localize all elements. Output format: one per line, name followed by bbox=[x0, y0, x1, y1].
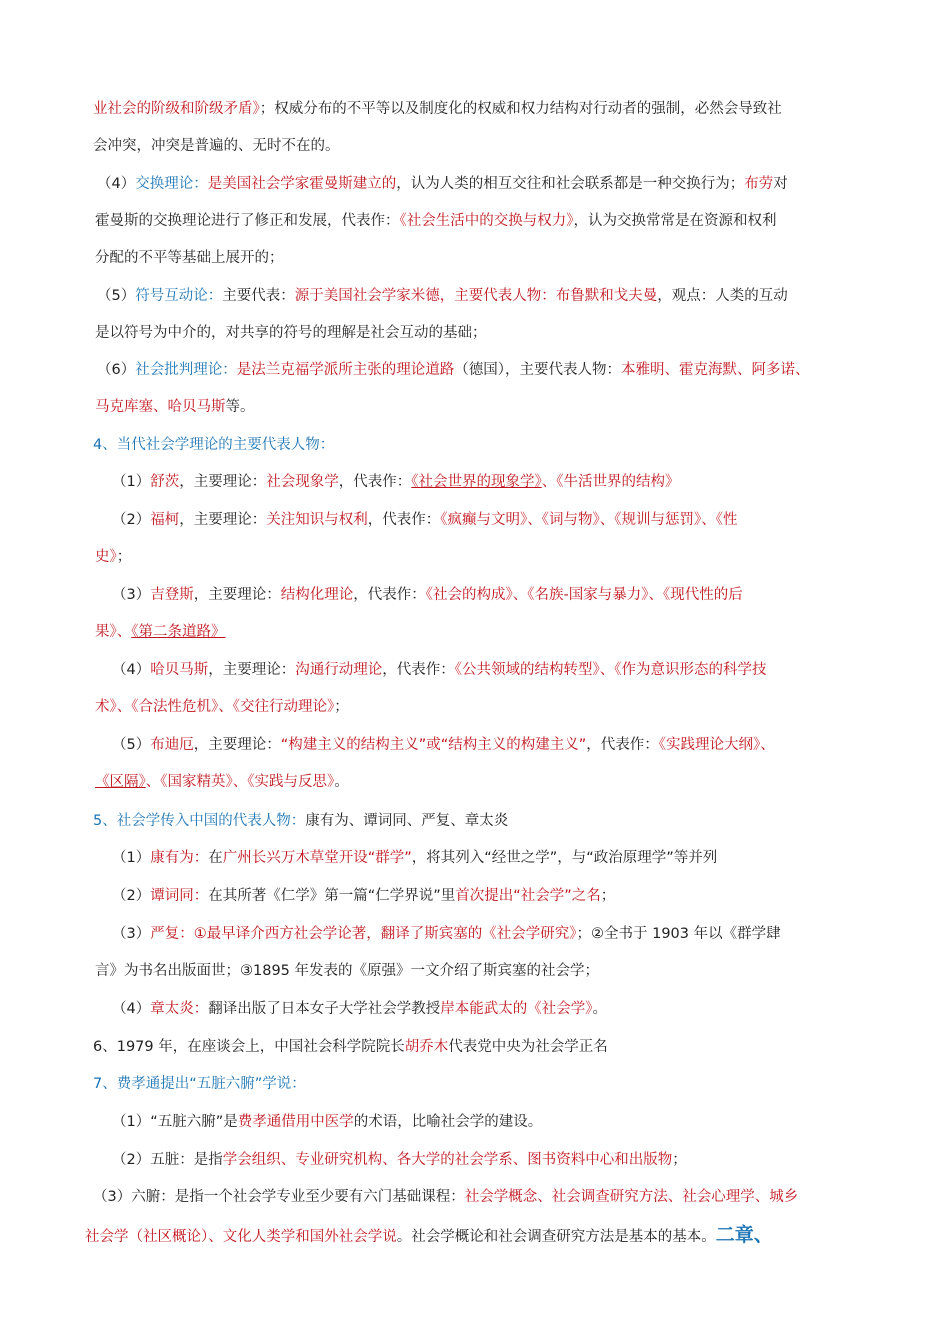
book-title: 果》、 bbox=[95, 624, 132, 640]
person-name: 谭词同： bbox=[150, 888, 209, 904]
highlight-text: 是美国社会学家霍曼斯建立的 bbox=[207, 176, 397, 192]
item-number: （1） bbox=[112, 850, 151, 866]
book-title: 、《国家精英》、《实践与反思》 bbox=[145, 774, 335, 790]
book-title: 《疯癫与文明》、《词与物》、《规训与惩罚》、《性 bbox=[440, 512, 738, 528]
body-text: 代表党中央为社会学正名 bbox=[448, 1039, 608, 1055]
body-text: 是以符号为中介的，对共享的符号的理解是社会互动的基础； bbox=[95, 325, 487, 341]
body-text: ； bbox=[672, 1152, 687, 1168]
person-name: 舒茨 bbox=[150, 474, 180, 490]
body-text: 的术语，比喻社会学的建设。 bbox=[353, 1114, 543, 1130]
highlight-text: 布劳 bbox=[744, 176, 774, 192]
paragraph-line bbox=[95, 697, 349, 717]
item-number: （4） bbox=[97, 176, 136, 192]
section-heading bbox=[93, 1037, 608, 1057]
item-number: （1） bbox=[112, 474, 151, 490]
body-text: ，代表作： bbox=[338, 474, 412, 490]
body-text: 主要代表： bbox=[222, 288, 295, 304]
highlight-text: 学会组织、专业研究机构、各大学的社会学系、图书资料中心和出版物 bbox=[222, 1152, 673, 1168]
body-text: ；②全书于 1903 年以《群学肆 bbox=[576, 926, 781, 942]
heading-text: 7、费孝通提出“五脏六腑”学说： bbox=[93, 1076, 306, 1092]
theory-name: 关注知识与权利 bbox=[266, 512, 368, 528]
book-title-link: 《区隔》 bbox=[95, 774, 146, 790]
item-number: （5） bbox=[97, 288, 136, 304]
body-text: ，代表作： bbox=[353, 587, 426, 603]
body-text: （2）五脏：是指 bbox=[112, 1152, 223, 1168]
body-text: （1）“五脏六腑”是 bbox=[112, 1114, 238, 1130]
theory-name: 社会现象学 bbox=[266, 474, 339, 490]
body-text: ，代表作： bbox=[367, 512, 441, 528]
body-text: （3）六腑：是指一个社会学专业至少要有六门基础课程： bbox=[93, 1189, 465, 1205]
body-text: 会冲突，冲突是普遍的、无时不在的。 bbox=[93, 138, 340, 154]
item-number: （2） bbox=[112, 888, 151, 904]
book-title: 《牛活世界的结构》 bbox=[556, 474, 680, 490]
section-heading bbox=[93, 811, 508, 831]
book-title: 《社会的构成》、《名族-国家与暴力》、《现代性的后 bbox=[425, 587, 743, 603]
item-kang-youwei bbox=[112, 848, 717, 868]
item-five-zang bbox=[112, 1150, 687, 1170]
theory-name: 交换理论： bbox=[135, 176, 208, 192]
item-six-fu bbox=[93, 1187, 798, 1207]
chapter-heading: 二章、 bbox=[715, 1224, 773, 1246]
highlight-text: 本雅明、霍克海默、阿多诺、 bbox=[620, 362, 810, 378]
body-text: 翻译出版了日本女子大学社会学教授 bbox=[208, 1001, 441, 1017]
body-text: 分配的不平等基础上展开的； bbox=[95, 250, 284, 266]
paragraph-line bbox=[95, 622, 226, 642]
book-title-link: 《第二条道路》 bbox=[131, 624, 226, 640]
book-title: 《实践理论大纲》、 bbox=[658, 737, 775, 753]
item-number: （4） bbox=[112, 662, 151, 678]
body-text: 等。 bbox=[225, 399, 255, 415]
item-number: （6） bbox=[97, 362, 136, 378]
separator: 、 bbox=[541, 474, 557, 490]
body-text: 言》为书名出版面世；③1895 年发表的《原强》一文介绍了斯宾塞的社会学； bbox=[95, 963, 600, 979]
person-name: 康有为： bbox=[150, 850, 209, 866]
item-symbolic-interaction bbox=[97, 286, 788, 306]
item-five-organs bbox=[112, 1112, 542, 1132]
person-name: 严复： bbox=[150, 926, 194, 942]
body-text: ，主要理论： bbox=[179, 474, 267, 490]
theory-name: 符号互动论： bbox=[135, 288, 223, 304]
paragraph-line bbox=[95, 772, 349, 792]
body-text: ，认为交换常常是在资源和权利 bbox=[573, 213, 777, 229]
highlight-text: 源于美国社会学家米德，主要代表人物：布鲁默和戈夫曼 bbox=[294, 288, 658, 304]
section-heading bbox=[93, 1074, 306, 1094]
paragraph-line bbox=[95, 323, 487, 343]
body-text: ； bbox=[334, 699, 349, 715]
item-tan-citong bbox=[112, 886, 615, 906]
body-text: 在 bbox=[208, 850, 223, 866]
body-text: ，观点：人类的互动 bbox=[657, 288, 788, 304]
item-exchange-theory bbox=[97, 174, 788, 194]
book-title: 史》 bbox=[95, 549, 117, 565]
body-text: 。社会学概论和社会调查研究方法是基本的基本。 bbox=[396, 1229, 716, 1245]
item-number: （4） bbox=[112, 1001, 151, 1017]
heading-text: 5、社会学传入中国的代表人物： bbox=[93, 813, 306, 829]
item-zhang-taiyan bbox=[112, 999, 607, 1019]
body-text: 康有为、谭词同、严复、章太炎 bbox=[305, 813, 509, 829]
highlight-text: 首次提出“社会学”之名 bbox=[455, 888, 601, 904]
item-bourdieu bbox=[112, 735, 775, 755]
body-text: 。 bbox=[592, 1001, 607, 1017]
highlight-text: 广州长兴万木草堂开设“群学” bbox=[222, 850, 412, 866]
person-name: 哈贝马斯 bbox=[150, 662, 209, 678]
book-title: 术》、《合法性危机》、《交往行动理论》 bbox=[95, 699, 335, 715]
body-text: ，主要理论： bbox=[179, 512, 267, 528]
person-name: 布迪厄 bbox=[150, 737, 194, 753]
item-number: （2） bbox=[112, 512, 151, 528]
highlight-text: 社会学（社区概论）、文化人类学和国外社会学说 bbox=[85, 1229, 397, 1245]
book-title-link: 《社会世界的现象学》 bbox=[411, 474, 542, 490]
body-text: 。 bbox=[334, 774, 349, 790]
theory-name: 结构化理论 bbox=[280, 587, 354, 603]
body-text: ，将其列入“经世之学”，与“政治原理学”等并列 bbox=[411, 850, 718, 866]
body-text: ； bbox=[600, 888, 616, 904]
highlight-text: ①最早译介西方社会学论著，翻译了斯宾塞的《社会学研究》 bbox=[193, 926, 577, 942]
paragraph-line bbox=[93, 99, 782, 119]
item-schutz bbox=[112, 472, 679, 492]
person-name: 吉登斯 bbox=[150, 587, 194, 603]
highlight-text: 是法兰克福学派所主张的理论道路 bbox=[236, 362, 455, 378]
item-yan-fu bbox=[112, 924, 781, 944]
person-name: 福柯 bbox=[150, 512, 180, 528]
item-number: （3） bbox=[112, 926, 151, 942]
body-text: ，主要理论： bbox=[193, 587, 281, 603]
item-number: （3） bbox=[112, 587, 151, 603]
body-text: （德国），主要代表人物： bbox=[454, 362, 621, 378]
body-text: ，认为人类的相互交往和社会联系都是一种交换行为； bbox=[396, 176, 745, 192]
theory-name: 沟通行动理论 bbox=[295, 662, 383, 678]
body-text: ，代表作： bbox=[586, 737, 659, 753]
item-habermas bbox=[112, 660, 766, 680]
highlight-text: 费孝通借用中医学 bbox=[237, 1114, 354, 1130]
person-name: 胡乔木 bbox=[404, 1039, 449, 1055]
highlight-text: 业社会的阶级和阶级矛盾》 bbox=[93, 101, 260, 117]
body-text: ，主要理论： bbox=[193, 737, 281, 753]
book-title: 《公共领域的结构转型》、《作为意识形态的科学技 bbox=[454, 662, 767, 678]
heading-text: 6、1979 年，在座谈会上，中国社会科学院院长 bbox=[93, 1039, 405, 1055]
highlight-text: 岸本能武太的《社会学》 bbox=[440, 1001, 593, 1017]
body-text: ； bbox=[116, 549, 132, 565]
body-text: ，代表作： bbox=[382, 662, 455, 678]
theory-name: “构建主义的结构主义”或“结构主义的构建主义” bbox=[280, 737, 587, 753]
highlight-text: 社会学概念、社会调查研究方法、社会心理学、城乡 bbox=[464, 1189, 799, 1205]
body-text: 对 bbox=[773, 176, 788, 192]
paragraph-line bbox=[95, 248, 284, 268]
highlight-text: 马克库塞、哈贝马斯 bbox=[95, 399, 226, 415]
book-title: 《社会生活中的交换与权力》 bbox=[399, 213, 574, 229]
paragraph-line bbox=[95, 547, 131, 567]
body-text: ，主要理论： bbox=[208, 662, 296, 678]
paragraph-line bbox=[93, 136, 340, 156]
section-heading bbox=[93, 435, 334, 455]
item-giddens bbox=[112, 585, 743, 605]
paragraph-line bbox=[95, 961, 599, 981]
theory-name: 社会批判理论： bbox=[135, 362, 237, 378]
item-critical-theory bbox=[97, 360, 809, 380]
paragraph-line bbox=[85, 1225, 773, 1247]
body-text: 在其所著《仁学》第一篇“仁学界说”里 bbox=[208, 888, 456, 904]
paragraph-line bbox=[95, 211, 777, 231]
item-number: （5） bbox=[112, 737, 151, 753]
paragraph-line bbox=[95, 397, 255, 417]
person-name: 章太炎： bbox=[150, 1001, 209, 1017]
body-text: 霍曼斯的交换理论进行了修正和发展，代表作： bbox=[95, 213, 400, 229]
heading-text: 4、当代社会学理论的主要代表人物： bbox=[93, 437, 335, 453]
body-text: ；权威分布的不平等以及制度化的权威和权力结构对行动者的强制，必然会导致社 bbox=[259, 101, 782, 117]
item-foucault bbox=[112, 510, 737, 530]
